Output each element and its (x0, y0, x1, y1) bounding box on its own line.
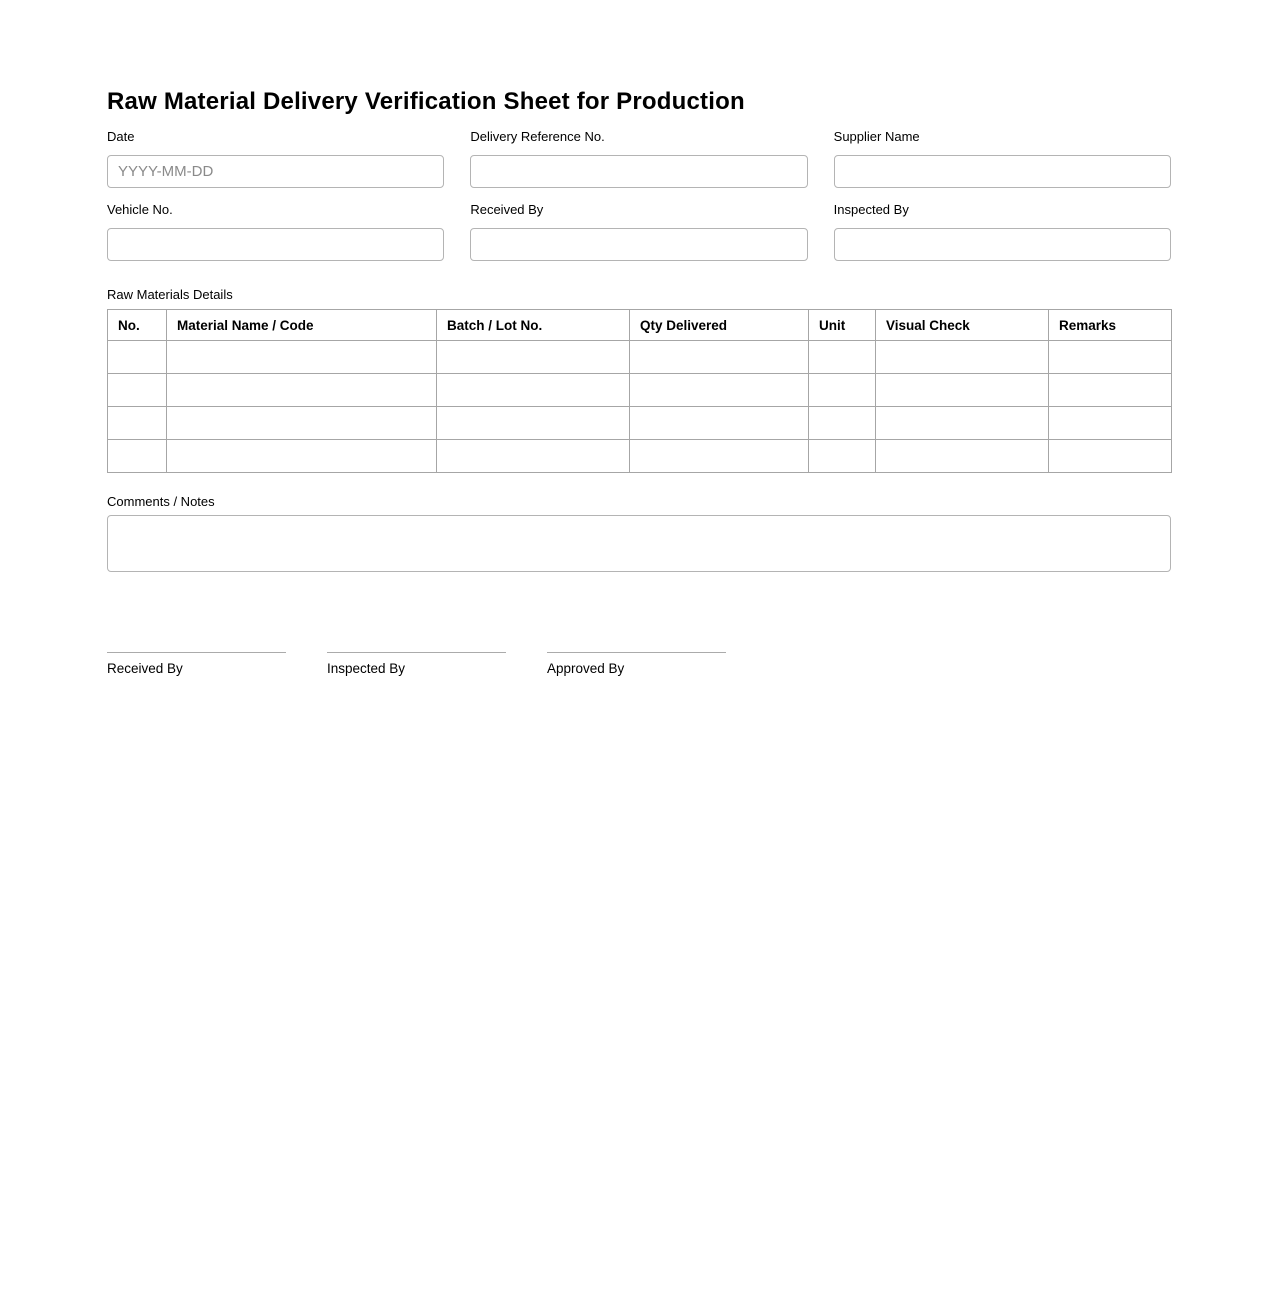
field-inspected-by (834, 202, 1171, 261)
table-cell (630, 407, 809, 440)
materials-section-label: Raw Materials Details (107, 287, 233, 302)
vehicle-no-label: Vehicle No. (107, 202, 173, 217)
table-cell (876, 341, 1049, 374)
table-cell (630, 341, 809, 374)
inspected-by-label: Inspected By (833, 202, 909, 217)
table-cell (1049, 341, 1172, 374)
table-cell (167, 407, 437, 440)
materials-table (107, 309, 1172, 473)
table-cell (167, 374, 437, 407)
table-cell (167, 440, 437, 473)
signature-line (547, 652, 726, 653)
table-cell (809, 374, 876, 407)
table-row (108, 341, 1172, 374)
field-received-by (470, 202, 807, 261)
received-by-label: Received By (470, 202, 544, 217)
table-cell (437, 407, 630, 440)
table-cell (108, 341, 167, 374)
table-row (108, 374, 1172, 407)
table-cell (809, 440, 876, 473)
table-header-row (108, 310, 1172, 341)
table-cell (437, 374, 630, 407)
table-cell (108, 440, 167, 473)
comments-textarea[interactable] (107, 515, 1171, 572)
col-header-unit: Unit (809, 310, 876, 341)
signature-block-approved-by (547, 652, 726, 677)
inspected-by-input[interactable] (834, 228, 1171, 261)
supplier-name-input[interactable] (834, 155, 1171, 188)
table-cell (108, 407, 167, 440)
form-fields-grid (107, 129, 1171, 275)
col-header-batch-lot-no: Batch / Lot No. (437, 310, 630, 341)
field-vehicle-no (107, 202, 444, 261)
field-supplier-name (834, 129, 1171, 188)
signature-label-received-by: Received By (107, 661, 183, 676)
col-header-material-name-code: Material Name / Code (167, 310, 437, 341)
table-cell (630, 440, 809, 473)
col-header-visual-check: Visual Check (876, 310, 1049, 341)
table-cell (437, 341, 630, 374)
date-input[interactable] (107, 155, 444, 188)
table-row (108, 440, 1172, 473)
date-label: Date (107, 129, 135, 144)
comments-label: Comments / Notes (107, 494, 215, 509)
received-by-input[interactable] (470, 228, 807, 261)
table-cell (1049, 440, 1172, 473)
page-title: Raw Material Delivery Verification Sheet for Production (107, 88, 745, 115)
table-cell (437, 440, 630, 473)
field-delivery-reference (470, 129, 807, 188)
table-cell (876, 440, 1049, 473)
supplier-name-label: Supplier Name (833, 129, 920, 144)
delivery-reference-input[interactable] (470, 155, 807, 188)
table-cell (876, 407, 1049, 440)
table-cell (809, 407, 876, 440)
col-header-no: No. (108, 310, 167, 341)
signature-label-inspected-by: Inspected By (327, 661, 406, 676)
signatures-row (107, 652, 1171, 677)
signature-label-approved-by: Approved By (547, 661, 625, 676)
signature-block-received-by (107, 652, 286, 677)
signature-line (107, 652, 286, 653)
table-cell (809, 341, 876, 374)
table-row (108, 407, 1172, 440)
delivery-reference-label: Delivery Reference No. (470, 129, 605, 144)
vehicle-no-input[interactable] (107, 228, 444, 261)
table-cell (1049, 374, 1172, 407)
table-cell (630, 374, 809, 407)
col-header-remarks: Remarks (1049, 310, 1172, 341)
table-cell (876, 374, 1049, 407)
signature-line (327, 652, 506, 653)
field-date (107, 129, 444, 188)
signature-block-inspected-by (327, 652, 506, 677)
table-cell (108, 374, 167, 407)
col-header-qty-delivered: Qty Delivered (630, 310, 809, 341)
table-cell (167, 341, 437, 374)
table-cell (1049, 407, 1172, 440)
